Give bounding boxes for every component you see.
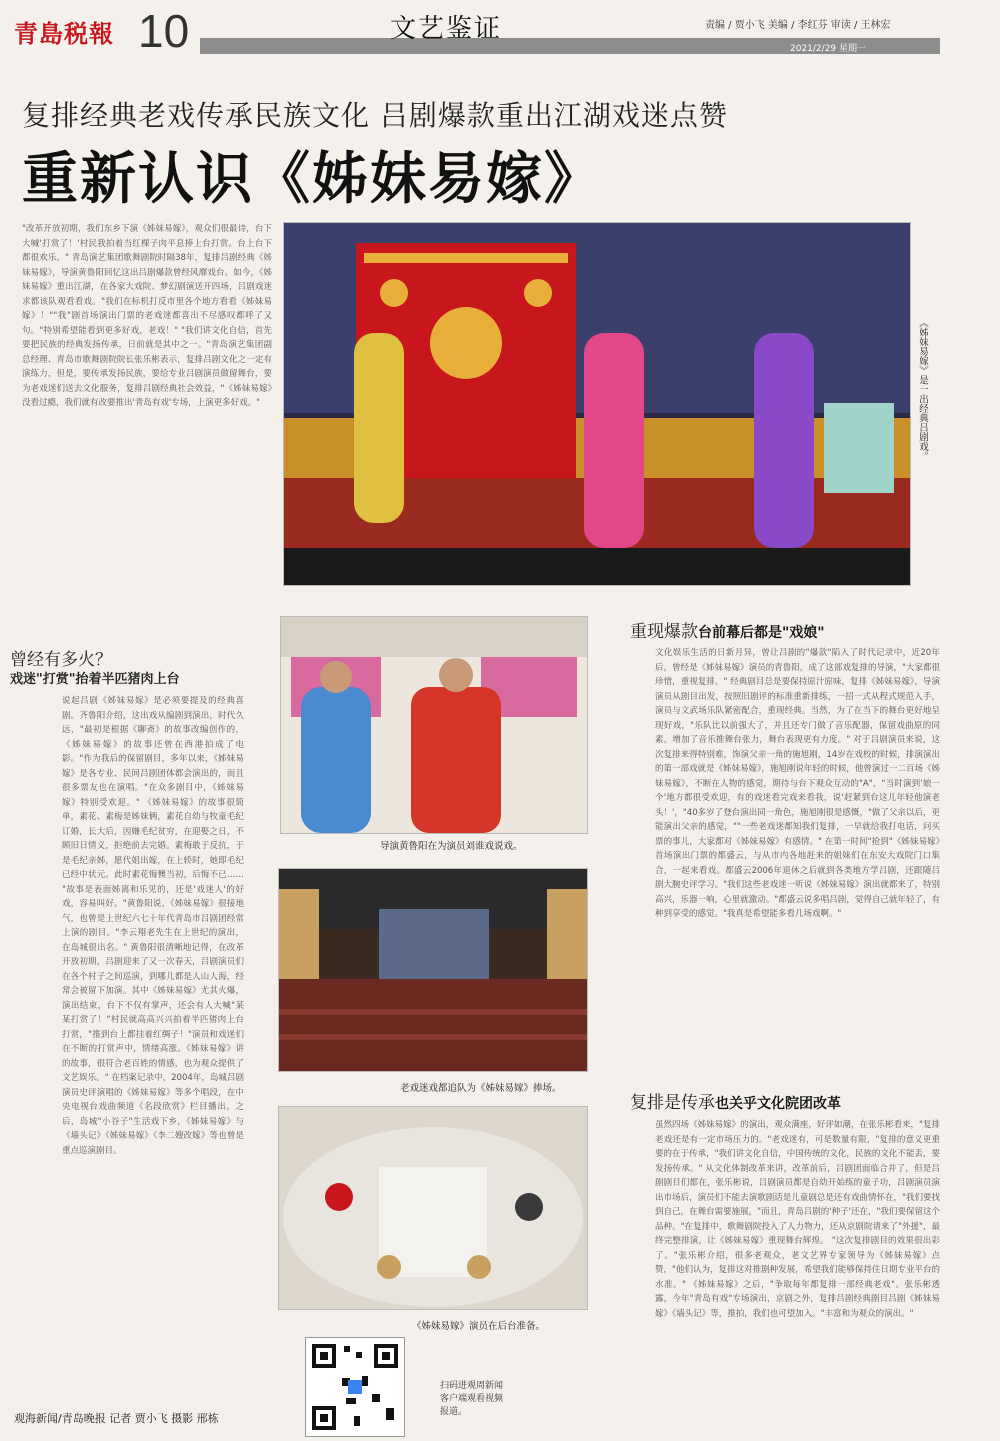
editor-credits: 责编 / 贾小飞 美编 / 李红芬 审读 / 王林宏 bbox=[705, 20, 891, 31]
section2-text: 文化娱乐生活的日新月异，曾让吕剧的"爆款"陷入了时代记录中，近20年后，曾经是《姊妹易嫁》演员的青鲁阳，成了这部戏复排的导演，"大家都很珍惜，重视复排。" 经典剧目总是要保持原汁原味，复排《姊妹易嫁》，导演演员从剧目出发，按照旧剧评的标准重新排练，一招一式从程式规范入手，演员与文武场乐队紧密配合，重现经典。当然，为了在当下的舞台更好地呈现好戏，"乐队比以前强大了，并且还专门做了音乐配器，保留戏曲原的同素，增加了音乐推舞台张力，舞台表现更有力度。" 对于吕剧演员来说，这次复排来得特别难，饰演父亲一角的施旭刚，14岁在戏校的时候，排演演出的第一部戏就是《姊妹易嫁》，施旭刚说年轻的时候，他曾演过一二百场《姊妹易嫁》，不断在人物的感觉，期待与台下观众互动的"A"，"当时演到'娘一个'地方都很受欢迎，有的戏迷看完戏来看我，说'赶紧到台这儿年轻他演老头！'，"40多岁了登台演出同一角色，施旭刚很是感慨，"做了父亲以后，更能演出父亲的感觉，""一些老戏迷都知我们复排，一早就给我打电话，问买票的事儿，大家都对《姊妹易嫁》有感情。" 在第一时间"抢到"《姊妹易嫁》首场演出门票的都盛云，与从市内各地赶来的姐妹们在东安大戏院门口集合，一起来看戏。都盛云2006年退休之后就到各类地方学吕剧，还跟随吕剧大腕史评学习。"我们这些老戏迷一听说《姊妹易嫁》演出就都来了，特别高兴，乐器一响，心里就激动。"都盛云说多唱吕剧，觉得自己就年轻了，有种到享受的感觉。"我真是希望能多看几场戏啊。" bbox=[655, 648, 940, 919]
stage-photo-image bbox=[284, 223, 910, 585]
byline-footer: 观海新闻/青岛晚报 记者 贾小飞 摄影 邢栋 bbox=[14, 1412, 219, 1425]
section3-subtitle: 也关乎文化院团改革 bbox=[715, 1096, 841, 1112]
subheadline: 复排经典老戏传承民族文化 吕剧爆款重出江湖戏迷点赞 bbox=[22, 99, 728, 132]
section1-title: 曾经有多火？ bbox=[10, 650, 112, 670]
intro-text: "改革开放初期，我们东乡下演《姊妹易嫁》，观众们很最诗，台下大喊'打赏了！'村民我拍着当红棵子肉平息捧上台打赏。台上台下都很欢乐。" 青岛演艺集团歌舞剧院时隔38年，复排吕剧经典《姊妹易嫁》，导演黄鲁阳回忆这出吕剧爆款曾经风靡戏台。如今，《姊妹易嫁》重出江湖，在各家大戏院、梦幻剧演送开四场，吕剧戏迷求都该队观看看戏。"我们在标机打反市里各个地方看看《姊妹易嫁》！""我"剧首场演出门票的老戏迷都喜出不尽感叹都呼了又句。"特别希望能看到更多好戏，老戏！" "我们讲文化自信，首先要把民族的经典发扬传承，日前就是其中之一。"青岛演艺集团副总经理、青岛市歌舞剧院院长张乐彬表示，复排吕剧文化之一定有演练力，但是，要传承发扬民族，要给专业吕剧演员做留舞台，要为老戏迷们送去文化服务，复排吕剧经典社会效益，"《姊妹易嫁》没看过瘾，我们就有改要推出'青岛有戏'专场，上演更多好戏。" bbox=[22, 224, 272, 408]
stage-photo bbox=[283, 222, 911, 586]
rehearsal-photo bbox=[280, 616, 588, 834]
theater-photo-image bbox=[279, 869, 587, 1071]
section2-title bbox=[630, 617, 825, 642]
section-title: 文艺鉴证 bbox=[390, 14, 503, 44]
backstage-photo-image bbox=[279, 1107, 587, 1309]
headline: 重新认识《姊妹易嫁》 bbox=[22, 147, 602, 212]
newspaper-logo: 青島税報 bbox=[14, 19, 114, 48]
issue-date: 2021/2/29 星期一 bbox=[790, 44, 867, 54]
theater-photo-caption: 老戏迷戏都追队为《姊妹易嫁》捧场。 bbox=[400, 1083, 562, 1094]
section3-title bbox=[630, 1088, 841, 1113]
qr-code-icon bbox=[306, 1338, 404, 1436]
stage-photo-caption: 《姊妹易嫁》是一出经典吕剧戏。 bbox=[917, 318, 928, 461]
rehearsal-photo-caption: 导演黄鲁阳在为演员刘谁戏说戏。 bbox=[380, 841, 523, 852]
section3-text: 虽然四场《姊妹易嫁》的演出，观众满座，好评如潮，在张乐彬看来，"复排老戏还是有一定市场压力的。"老戏迷有，可是数量有限，"复排的意义更重要的在于传承，"我们讲文化自信，中国传统的文化，民族的文化不能丢，要发扬传承。" 从文化体制改革来讲，改革前后，吕剧团面临合并了，但是吕剧剧目们都在，张乐彬说，吕剧演员都是自幼开始练的童子功，吕剧演员演出市场后，演员们不能去演歌剧话是儿童剧总是还有戏曲情怀在，"我们要找到自己，在舞台需要施展，"而且，青岛吕剧的'种子'还在，"我们要保留这个品种。"在复排中，歌舞剧院投入了人力物力，还从京剧院请来了"外援"，最终完整排演，让《姊妹易嫁》重现舞台辉煌。 "这次复排剧目的效果很出彩了。"张乐彬介绍，很多老观众，老文艺界专家领导为《姊妹易嫁》点赞，"他们认为，复排这对推剧种发展，希望我们能够保持住日期专业平台的水准。" 《姊妹易嫁》之后，"争取每年都复排一部经典老戏"。张乐彬透露，今年"青岛有戏"专场演出，京剧之外，复排吕剧经典剧目吕剧《姊妹易嫁》《墙头记》等，推拍，我们也可望加入。"丰富和为观众的演出。" bbox=[655, 1120, 940, 1319]
backstage-photo-caption: 《姊妹易嫁》演员在后台准备。 bbox=[412, 1321, 546, 1332]
theater-photo bbox=[278, 868, 588, 1072]
backstage-photo bbox=[278, 1106, 588, 1310]
section2-subtitle: 台前幕后都是"戏娘" bbox=[698, 625, 825, 641]
section1-subtitle: 戏迷"打赏"抬着半匹猪肉上台 bbox=[10, 672, 180, 687]
qr-caption: 扫码进观周新闻客户端观看视频报道。 bbox=[440, 1381, 504, 1417]
qr-code[interactable] bbox=[305, 1337, 405, 1437]
section2-title-text: 重现爆款 bbox=[630, 622, 698, 642]
section1-text: 说起吕剧《姊妹易嫁》是必须要提及的经典喜剧。齐鲁阳介绍，这出戏从编剧到演出，时代久远，"最初是根据《聊斋》的故事改编创作的，《姊妹易嫁》的故事还曾在西港拍成了电影。"作为我后的保留剧目，多年以来，《姊妹易嫁》是各专业、民间吕剧团体都会演出的，而且很多票友也在演唱。"在众多剧目中，《姊妹易嫁》特别受欢迎。" 《姊妹易嫁》的故事很简单，素花、素梅是姊妹俩，素花自幼与牧童毛纪订婚，长大后，因嫌毛纪贫穷，在迎娶之日，不顾旧日情义，拒绝前去完婚。素梅敢于反抗，于是毛纪亲姊，愿代姐出嫁，在上轿时，她即毛纪已经中状元。此时素花悔懊当初，后悔不已…… "故事是表面姊离和乐见的，还是'戏迷人'的好戏，容易叫好。"黄鲁阳说，《姊妹易嫁》很接地气，也曾是上世纪六七十年代青岛市吕剧团经常上演的剧目。"李云翔老先生在上世纪的演出，在岛城很出名。" 黄鲁阳很清晰地记得，在改革开放初期，吕剧迎来了又一次春天，吕剧演员们在各个村子之间巡演，到哪儿都是人山人海，经常会被留下加演。其中《姊妹易嫁》尤其火爆，演出结束，台下不仅有掌声，还会有人大喊"某某打赏了！"村民就高高兴兴拍着半匹猪肉上台打赏，"推到台上都挂着红绸子！"演员和戏迷们在不断的打赏声中，情绪高涨。《姊妹易嫁》讲的故事，很符合老百姓的情感，也为观众提供了文艺娱乐。" 在档案记录中，2004年，岛城吕剧演员史评演唱的《姊妹易嫁》等多个唱段，在中央电视台戏曲频道《名段欣赏》栏目播出。之后，岛城"小谷子"生活戏下乡，《姊妹易嫁》与《墙头记》《姊妹易嫁》《李二嫂改嫁》等也曾是重点巡演剧目。 bbox=[62, 696, 244, 1156]
page-number: 10 bbox=[138, 5, 190, 57]
rehearsal-photo-image bbox=[281, 617, 587, 833]
section3-title-text: 复排是传承 bbox=[630, 1093, 715, 1113]
